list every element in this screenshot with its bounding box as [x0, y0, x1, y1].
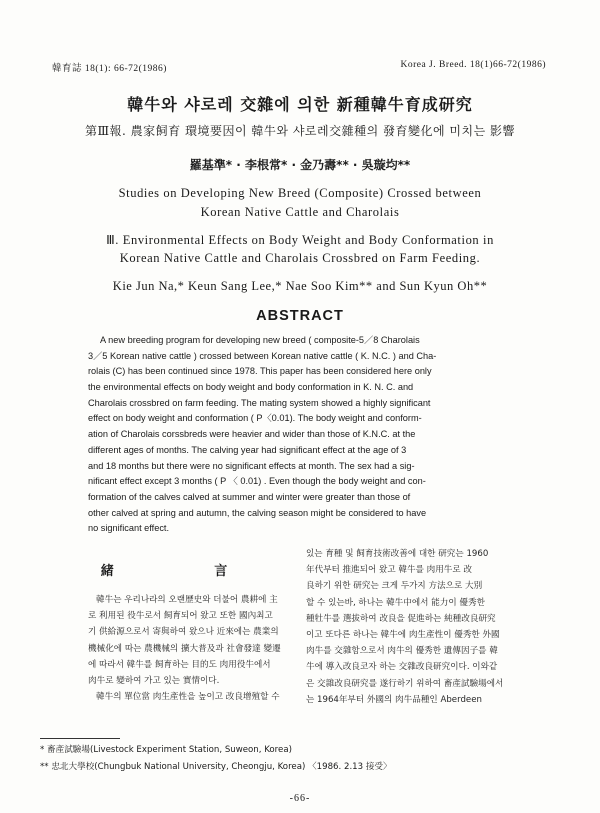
- abstract-heading: ABSTRACT: [256, 308, 344, 324]
- body-line: 機械化에 따는 農機械의 擴大普及과 社會發達 變遷: [88, 643, 281, 654]
- body-line: 는 1964年부터 外國의 肉牛品種인 Aberdeen: [306, 694, 482, 705]
- body-line: 에 따라서 韓牛를 飼育하는 目的도 肉用役牛에서: [88, 659, 271, 670]
- paper-subtitle-english-line1: Ⅲ. Environmental Effects on Body Weight and Body Conformation in: [106, 233, 494, 247]
- body-line: 韓牛의 單位當 肉生產性을 높이고 改良增殖할 수: [96, 692, 280, 703]
- introduction-right-column: [306, 546, 518, 708]
- abstract-line: ation of Charolais corssbreds were heavier and wider than those of K.N.C. at the: [88, 429, 416, 440]
- body-line: 牛에 導入改良코자 하는 交雜改良研究이다. 이와같: [306, 662, 498, 673]
- body-line: 韓牛는 우리나라의 오랜歷史와 더불어 農耕에 主: [96, 595, 278, 605]
- abstract-line: effect on body weight and conformation ( P〈0.01). The body weight and conform-: [88, 413, 422, 424]
- abstract-line: no significant effect.: [88, 523, 170, 534]
- authors-korean: 羅基準* · 李根常* · 金乃壽** · 吳璇均**: [189, 158, 411, 172]
- abstract-line: A new breeding program for developing new breed ( composite-5／8 Charolais: [100, 335, 420, 345]
- footnote-affiliation-2: ** 忠北大學校(Chungbuk National University, Cheongju, Korea) 〈1986. 2.13 接受〉: [40, 762, 392, 772]
- body-line: 肉牛를 交雜함으로서 肉牛의 優秀한 遺傳因子를 韓: [306, 646, 498, 657]
- paper-subtitle-korean: 第Ⅲ報. 農家飼育 環境要因이 韓牛와 샤로레交雜種의 發育變化에 미치는 影響: [84, 124, 515, 138]
- body-line: 年代부터 推進되어 왔고 韓牛를 肉用牛로 改: [306, 565, 473, 576]
- body-line: 있는 育種 및 飼育技術改善에 대한 研究는 1960: [306, 549, 489, 559]
- body-line: 肉牛로 變하여 가고 있는 實情이다.: [88, 675, 220, 686]
- abstract-line: different ages of months. The calving year had significant effect at the age of 3: [88, 444, 407, 455]
- abstract-body: [88, 333, 508, 537]
- paper-subtitle-english-line2: Korean Native Cattle and Charolais Crossbred on Farm Feeding.: [119, 251, 481, 265]
- paper-title-english-line1: Studies on Developing New Breed (Composite) Crossed between: [118, 186, 482, 200]
- body-line: 로 利用된 役牛로서 飼育되어 왔고 또한 國內최고: [88, 611, 273, 622]
- body-line: 할 수 있는바, 하나는 韓牛中에서 能力이 優秀한: [306, 597, 485, 608]
- introduction-left-column: [88, 592, 308, 705]
- abstract-line: other calved at spring and autumn, the calving season might be considered to have: [88, 507, 427, 518]
- page-number: -66-: [289, 793, 311, 804]
- paper-title-english-line2: Korean Native Cattle and Charolais: [200, 205, 400, 219]
- body-line: 은 交雜改良研究를 遂行하기 위하여 畜產試驗場에서: [306, 678, 504, 689]
- authors-english: Kie Jun Na,* Keun Sang Lee,* Nae Soo Kim** and Sun Kyun Oh**: [112, 279, 488, 293]
- footnote-divider: [40, 738, 120, 739]
- abstract-line: the environmental effects on body weight and body conformation in K. N. C. and: [88, 382, 414, 393]
- journal-citation-korean: 韓育誌 18(1): 66-72(1986): [52, 64, 167, 74]
- abstract-line: and 18 months but there were no significant effects at month. The sex had a sig-: [88, 460, 415, 471]
- abstract-line: Charolais crossbred on farm feeding. The mating system showed a highly significant: [88, 397, 431, 408]
- abstract-line: formation of the calves calved at summer and winter were greater than those of: [88, 491, 411, 502]
- footnote-affiliation-1: * 畜產試驗場(Livestock Experiment Station, Suweon, Korea): [40, 745, 292, 755]
- abstract-line: rolais (C) has been continued since 1978. This paper has been considered here only: [88, 366, 432, 377]
- journal-citation-english: Korea J. Breed. 18(1)66-72(1986): [400, 60, 546, 70]
- introduction-heading: 緒 言: [100, 564, 276, 579]
- paper-title-korean: 韓牛와 샤로레 交雜에 의한 新種韓牛育成研究: [127, 95, 473, 114]
- body-line: 기 供給源으로서 寄與하여 왔으나 近來에는 農業의: [88, 627, 279, 638]
- body-line: 良하기 위한 研究는 크게 두가지 方法으로 大別: [306, 581, 483, 592]
- body-line: 種牡牛를 選拔하여 改良을 促進하는 純種改良研究: [306, 613, 496, 624]
- abstract-line: nificant effect except 3 months ( P 〈 0.01) . Even though the body weight and con-: [88, 476, 426, 487]
- body-line: 이고 또다른 하나는 韓牛에 肉生產性이 優秀한 外國: [306, 629, 500, 640]
- abstract-line: 3／5 Korean native cattle ) crossed between Korean native cattle ( K. N.C. ) and Cha-: [88, 350, 437, 361]
